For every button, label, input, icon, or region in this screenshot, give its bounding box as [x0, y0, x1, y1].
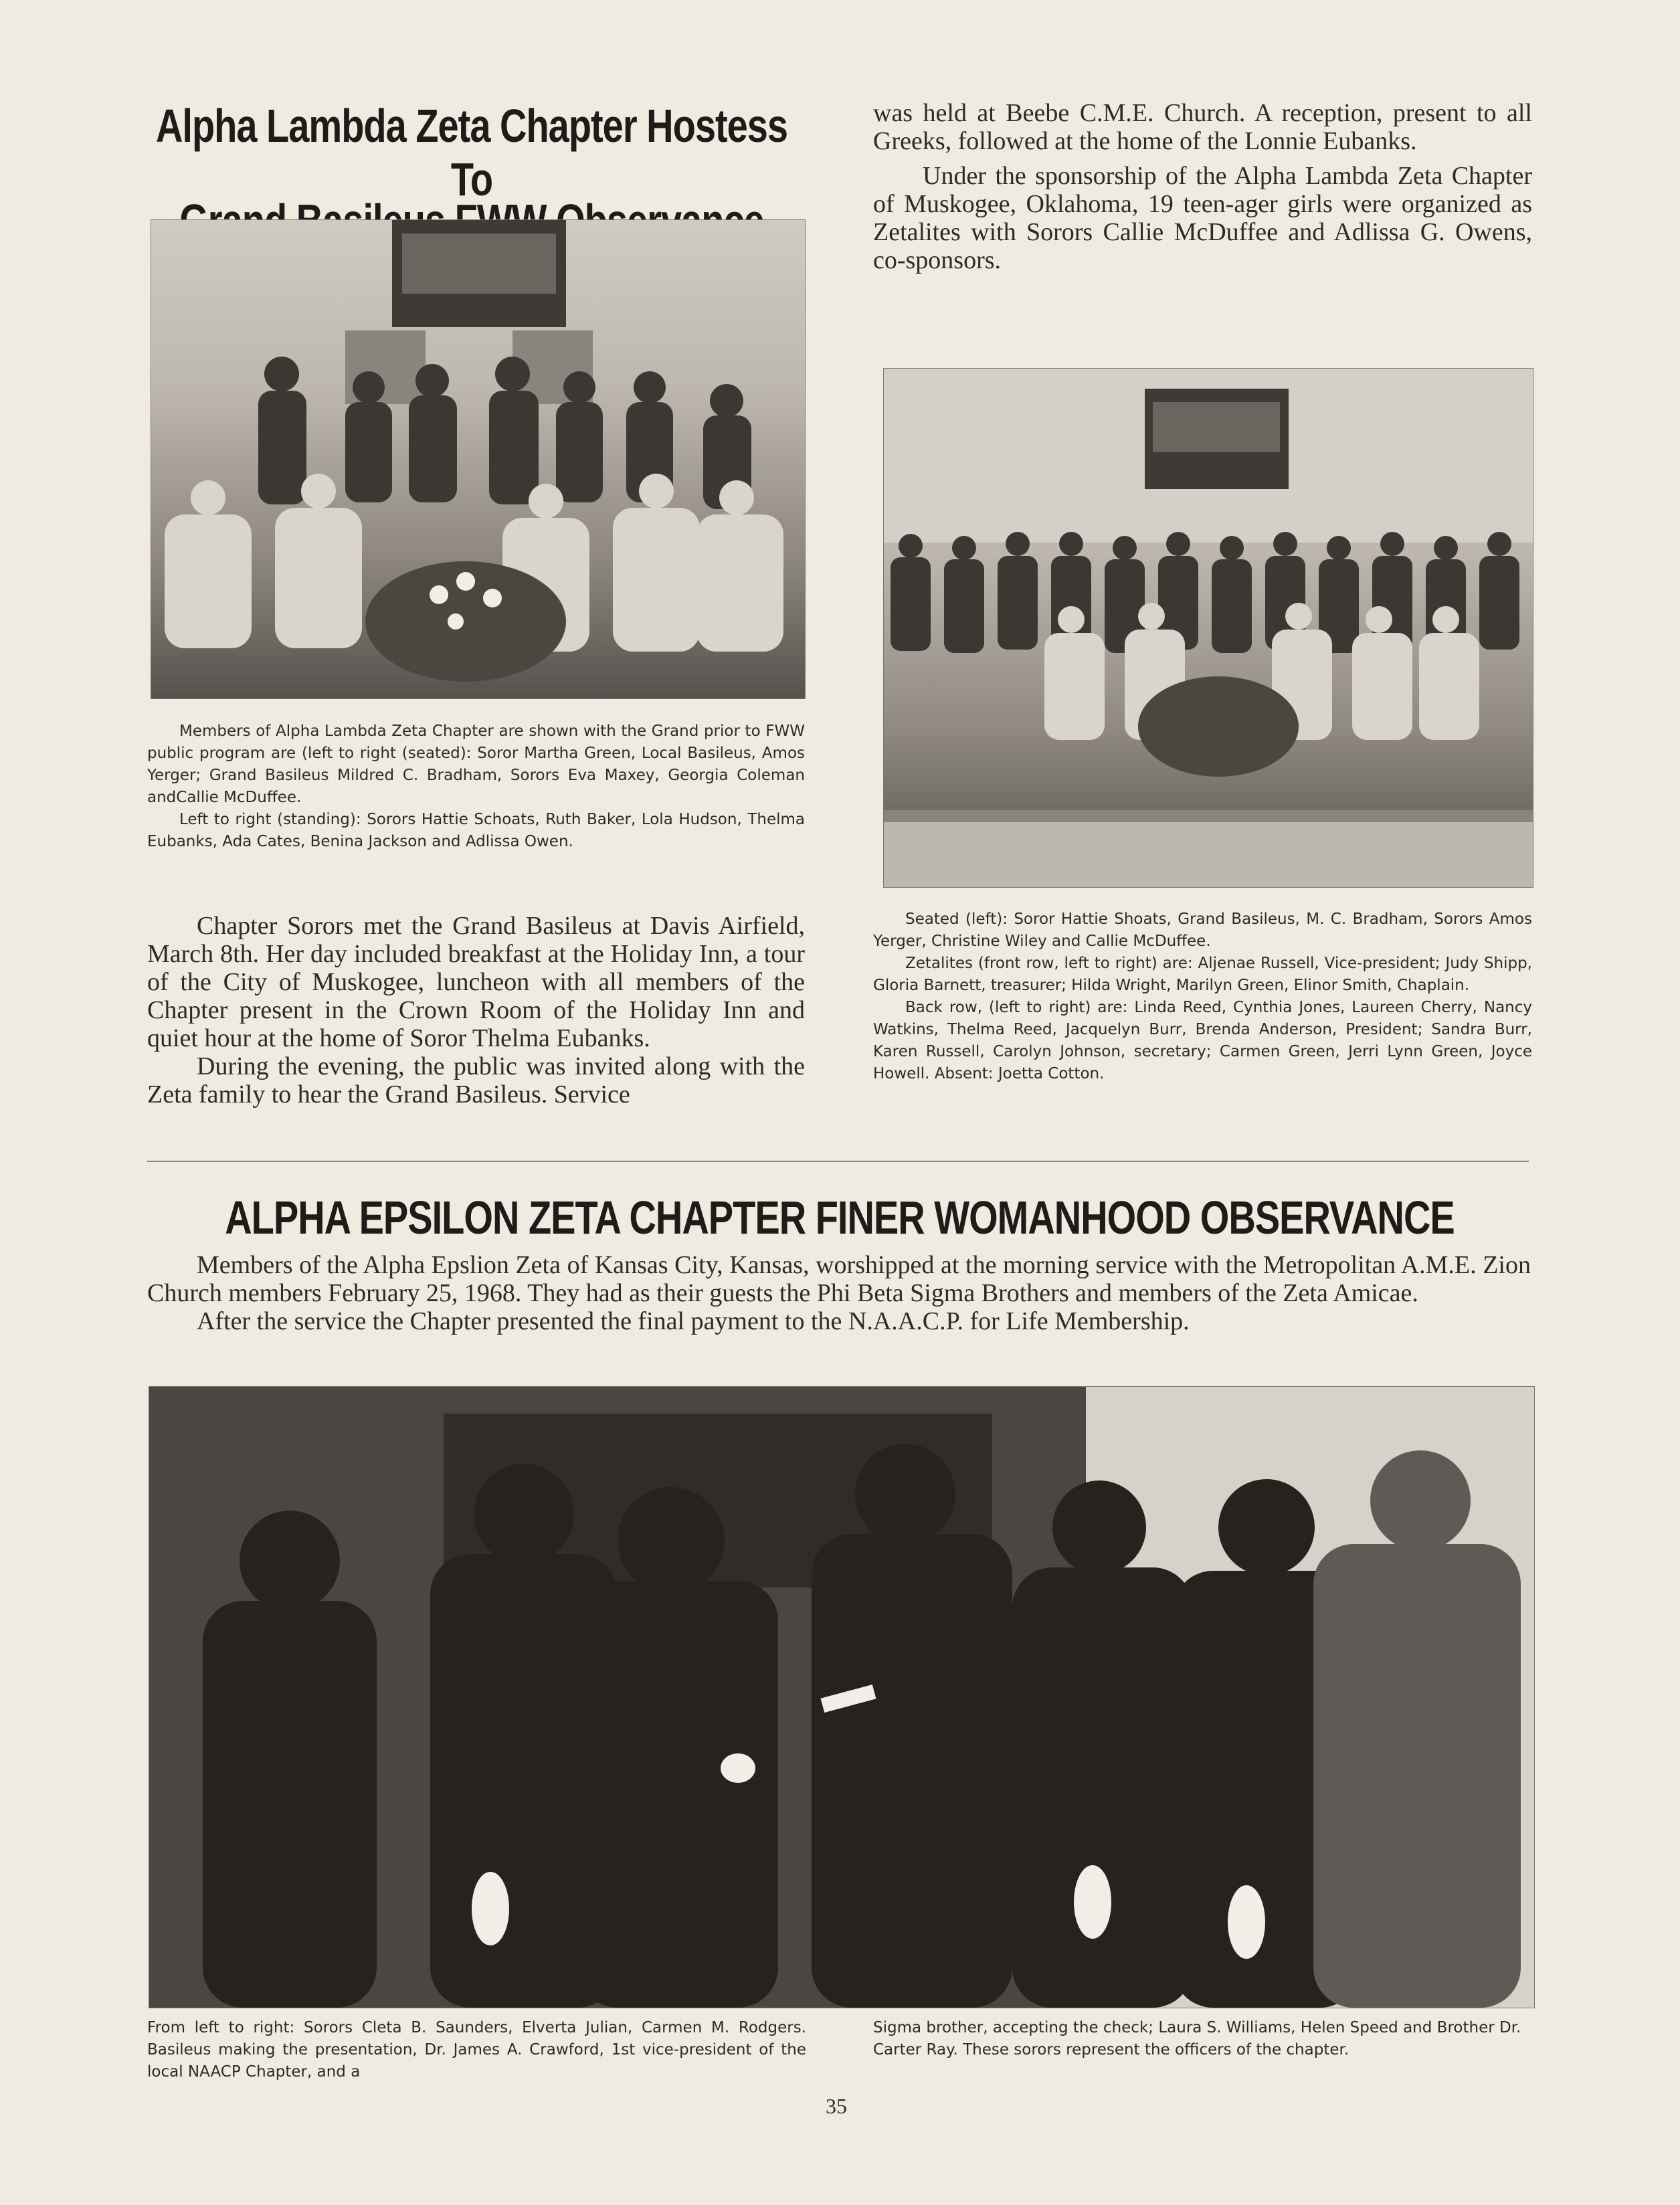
- photo3-caption-left: From left to right: Sorors Cleta B. Saunders, Elverta Julian, Carmen M. Rodgers. Basileus making the presentation, Dr. James A. Crawford, 1st vice-president of the local NAACP Chapter, and a: [147, 2019, 806, 2081]
- photo2-caption: [873, 908, 1532, 1085]
- photo3-caption-right: Sigma brother, accepting the check; Laura S. Williams, Helen Speed and Brother Dr. Carter Ray. These sorors represent the officers of the chapter.: [873, 2019, 1521, 2058]
- article1-headline: [137, 99, 806, 237]
- page-number: 35: [826, 2094, 847, 2118]
- photo1-caption-standing: Left to right (standing): Sorors Hattie Schoats, Ruth Baker, Lola Hudson, Thelma Eubanks, Ada Cates, Benina Jackson and Adlissa Owen.: [147, 811, 805, 850]
- article1-right-p1: was held at Beebe C.M.E. Church. A reception, present to all Greeks, followed at the home of the Lonnie Eubanks.: [873, 99, 1532, 155]
- article1-body-left: [147, 912, 805, 1109]
- article2-body: [147, 1251, 1531, 1335]
- article2-body-p2: After the service the Chapter presented the final payment to the N.A.A.C.P. for Life Membership.: [197, 1307, 1190, 1335]
- photo1-caption: [147, 721, 805, 853]
- article2-headline: ALPHA EPSILON ZETA CHAPTER FINER WOMANHOOD OBSERVANCE: [225, 1191, 1455, 1244]
- article2-body-p1: Members of the Alpha Epslion Zeta of Kansas City, Kansas, worshipped at the morning service with the Metropolitan A.M.E. Zion Church members February 25, 1968. They had as their guests the Phi Beta Sigma Brothers and members of the Zeta Amicae.: [147, 1251, 1531, 1307]
- photo-zetalites-group: [883, 368, 1533, 888]
- article1-body-p1: Chapter Sorors met the Grand Basileus at Davis Airfield, March 8th. Her day included breakfast at the Holiday Inn, a tour of the City of Muskogee, luncheon with all members of the Chapter present in the Crown Room of the Holiday Inn and quiet hour at the home of Soror Thelma Eubanks.: [147, 912, 805, 1052]
- photo-naacp-presentation: [149, 1386, 1535, 2008]
- article1-body-p2: During the evening, the public was invited along with the Zeta family to hear the Grand Basileus. Service: [147, 1052, 805, 1109]
- article1-body-right: [873, 99, 1532, 274]
- photo-chapter-members-with-grand-basileus: [151, 219, 806, 699]
- photo2-caption-front-row: Zetalites (front row, left to right) are: Aljenae Russell, Vice-president; Judy Shipp, Gloria Barnett, treasurer; Hilda Wright, Marilyn Green, Elinor Smith, Chaplain.: [873, 955, 1532, 994]
- photo1-caption-seated: Members of Alpha Lambda Zeta Chapter are shown with the Grand prior to FWW public program are (left to right (seated): Soror Martha Green, Local Basileus, Amos Yerger; Grand Basileus Mildred C. Bradham, Sorors Eva Maxey, Georgia Coleman andCallie McDuffee.: [147, 723, 805, 806]
- photo2-caption-seated: Seated (left): Soror Hattie Shoats, Grand Basileus, M. C. Bradham, Sorors Amos Yerger, Christine Wiley and Callie McDuffee.: [873, 910, 1532, 950]
- section-divider: [147, 1161, 1529, 1162]
- article1-headline-line1: Alpha Lambda Zeta Chapter Hostess To: [155, 99, 788, 205]
- photo2-caption-back-row: Back row, (left to right) are: Linda Reed, Cynthia Jones, Laureen Cherry, Nancy Watkins, Thelma Reed, Jacquelyn Burr, Brenda Anderson, President; Sandra Burr, Karen Russell, Carolyn Johnson, secretary; Carmen Green, Jerri Lynn Green, Joyce Howell. Absent: Joetta Cotton.: [873, 999, 1532, 1082]
- article1-right-p2: Under the sponsorship of the Alpha Lambda Zeta Chapter of Muskogee, Oklahoma, 19 teen-ager girls were organized as Zetalites with Sorors Callie McDuffee and Adlissa G. Owens, co-sponsors.: [873, 162, 1532, 274]
